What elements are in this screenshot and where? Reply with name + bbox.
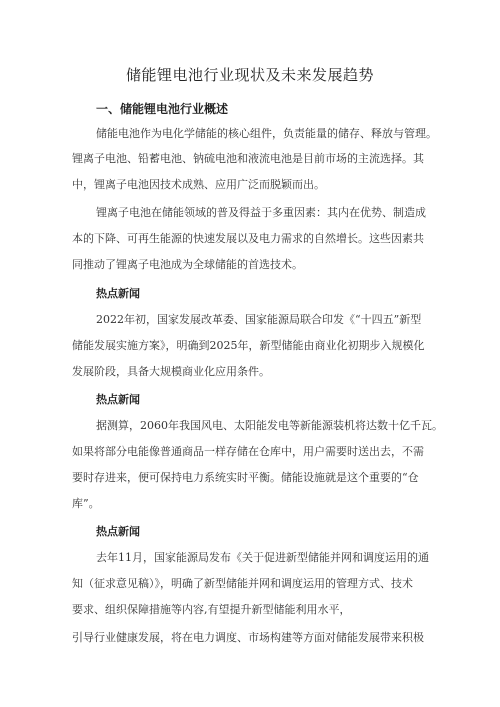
paragraph-line: 要求、组织保障措施等内容,有望提升新型储能利用水平，	[72, 603, 351, 616]
paragraph-line: 库”。	[72, 497, 100, 510]
news-heading: 热点新闻	[96, 287, 140, 300]
paragraph-line: 去年11月，国家能源局发布《关于促进新型储能并网和调度运用的通	[96, 551, 429, 564]
news-heading: 热点新闻	[96, 393, 140, 406]
paragraph-line: 同推动了锂离子电池成为全球储能的首选技术。	[72, 258, 303, 271]
paragraph-line: 储能电池作为电化学储能的核心组件，负责能量的储存、释放与管理。	[96, 127, 437, 140]
paragraph-line: 本的下降、可再生能源的快速发展以及电力需求的自然增长。这些因素共	[72, 232, 424, 245]
paragraph-line: 发展阶段，具备大规模商业化应用条件。	[72, 365, 270, 378]
document-title: 储能锂电池行业现状及未来发展趋势	[125, 66, 374, 84]
paragraph-line: 2022年初，国家发展改革委、国家能源局联合印发《“十四五”新型	[96, 313, 422, 326]
paragraph-line: 中，锂离子电池因技术成熟、应用广泛而脱颖而出。	[72, 178, 325, 191]
paragraph-line: 引导行业健康发展，将在电力调度、市场构建等方面对储能发展带来积极	[72, 631, 424, 644]
paragraph-line: 如果将部分电能像普通商品一样存储在仓库中，用户需要时送出去，不需	[72, 445, 424, 458]
section-heading-overview: 一、储能锂电池行业概述	[96, 102, 229, 116]
paragraph-line: 要时存进来，便可保持电力系统实时平衡。储能设施就是这个重要的“仓	[72, 471, 419, 484]
paragraph-line: 锂离子电池在储能领域的普及得益于多重因素：其内在优势、制造成	[96, 206, 426, 219]
paragraph-line: 锂离子电池、铅蓄电池、钠硫电池和液流电池是目前市场的主流选择。其	[72, 152, 424, 165]
news-heading: 热点新闻	[96, 525, 140, 538]
paragraph-line: 据测算，2060年我国风电、太阳能发电等新能源装机将达数十亿千瓦。	[96, 419, 443, 432]
paragraph-line: 知（征求意见稿）》，明确了新型储能并网和调度运用的管理方式、技术	[72, 577, 413, 590]
paragraph-line: 储能发展实施方案》，明确到2025年，新型储能由商业化初期步入规模化	[72, 339, 425, 352]
